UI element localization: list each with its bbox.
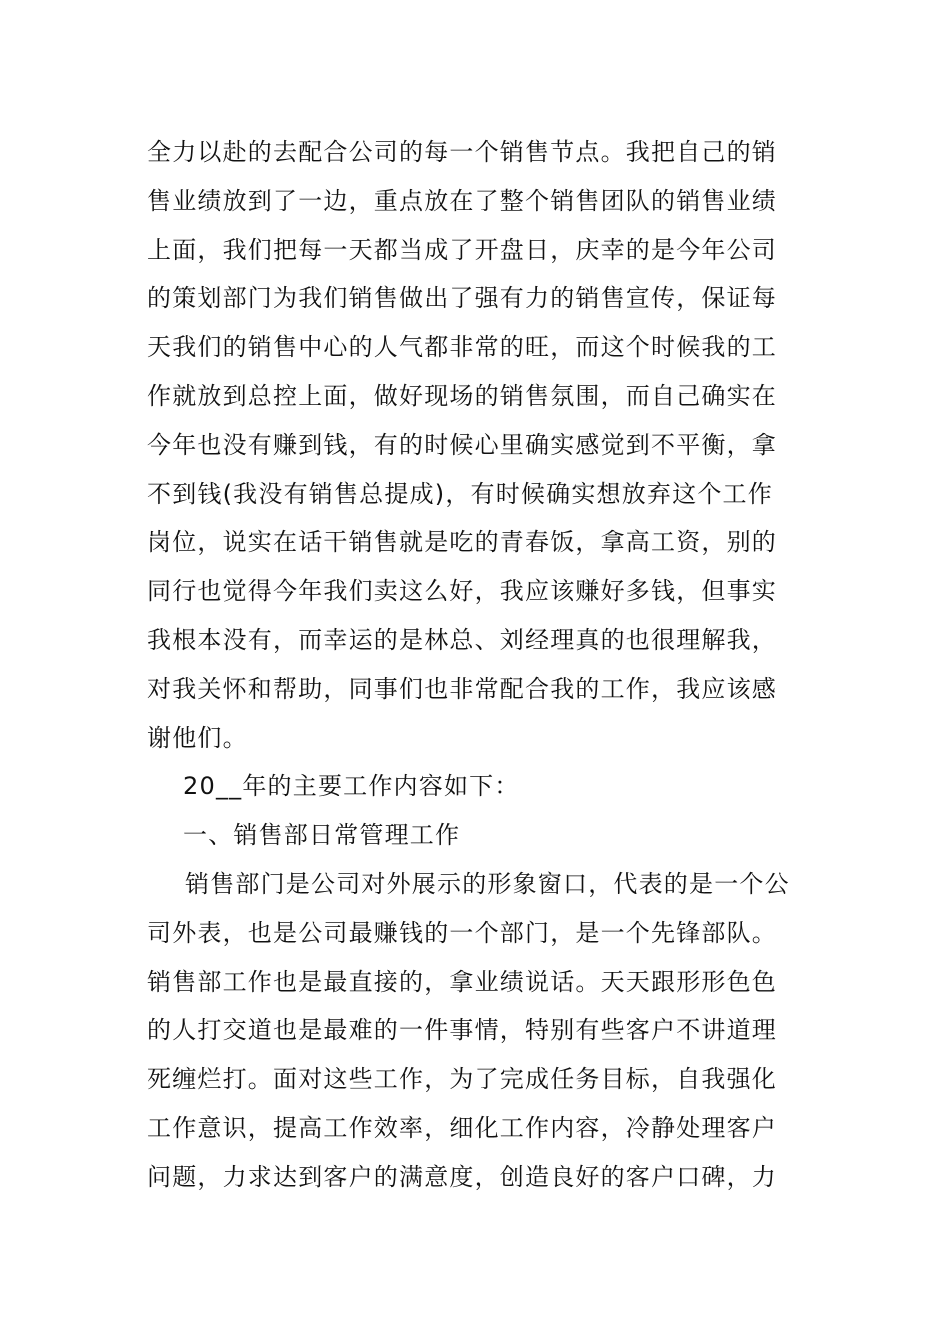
text-line: 问题，力求达到客户的满意度，创造良好的客户口碑，力 [147,1162,777,1191]
text-line: 销售部工作也是最直接的，拿业绩说话。天天跟形形色色 [147,967,777,996]
text-line: 死缠烂打。面对这些工作，为了完成任务目标，自我强化 [147,1065,777,1094]
text-line: 天我们的销售中心的人气都非常的旺，而这个时候我的工 [147,333,777,362]
paragraph-start-line: 销售部门是公司对外展示的形象窗口，代表的是一个公 [185,869,790,898]
text-line: 工作意识，提高工作效率，细化工作内容，冷静处理客户 [147,1113,777,1142]
text-line: 谢他们。 [147,723,248,752]
text-line: 我根本没有，而幸运的是林总、刘经理真的也很理解我， [147,625,777,654]
section-heading: 一、销售部日常管理工作 [183,821,461,850]
text-line: 司外表，也是公司最赚钱的一个部门，是一个先锋部队。 [147,918,777,947]
text-line: 今年也没有赚到钱，有的时候心里确实感觉到不平衡，拿 [147,430,777,459]
text-line: 岗位，说实在话干销售就是吃的青春饭，拿高工资，别的 [147,528,777,557]
text-line: 上面，我们把每一天都当成了开盘日，庆幸的是今年公司 [147,235,777,264]
body-text [147,128,807,1202]
text-line: 售业绩放到了一边，重点放在了整个销售团队的销售业绩 [147,186,777,215]
text-line: 对我关怀和帮助，同事们也非常配合我的工作，我应该感 [147,674,777,703]
text-line: 不到钱(我没有销售总提成)，有时候确实想放弃这个工作 [147,479,773,508]
section-intro-line: 20__年的主要工作内容如下： [183,772,520,801]
text-line: 作就放到总控上面，做好现场的销售氛围，而自己确实在 [147,381,777,410]
text-line: 的人打交道也是最难的一件事情，特别有些客户不讲道理 [147,1016,777,1045]
text-line: 同行也觉得今年我们卖这么好，我应该赚好多钱，但事实 [147,577,777,606]
text-line: 的策划部门为我们销售做出了强有力的销售宣传，保证每 [147,284,777,313]
text-line: 全力以赴的去配合公司的每一个销售节点。我把自己的销 [147,138,777,166]
